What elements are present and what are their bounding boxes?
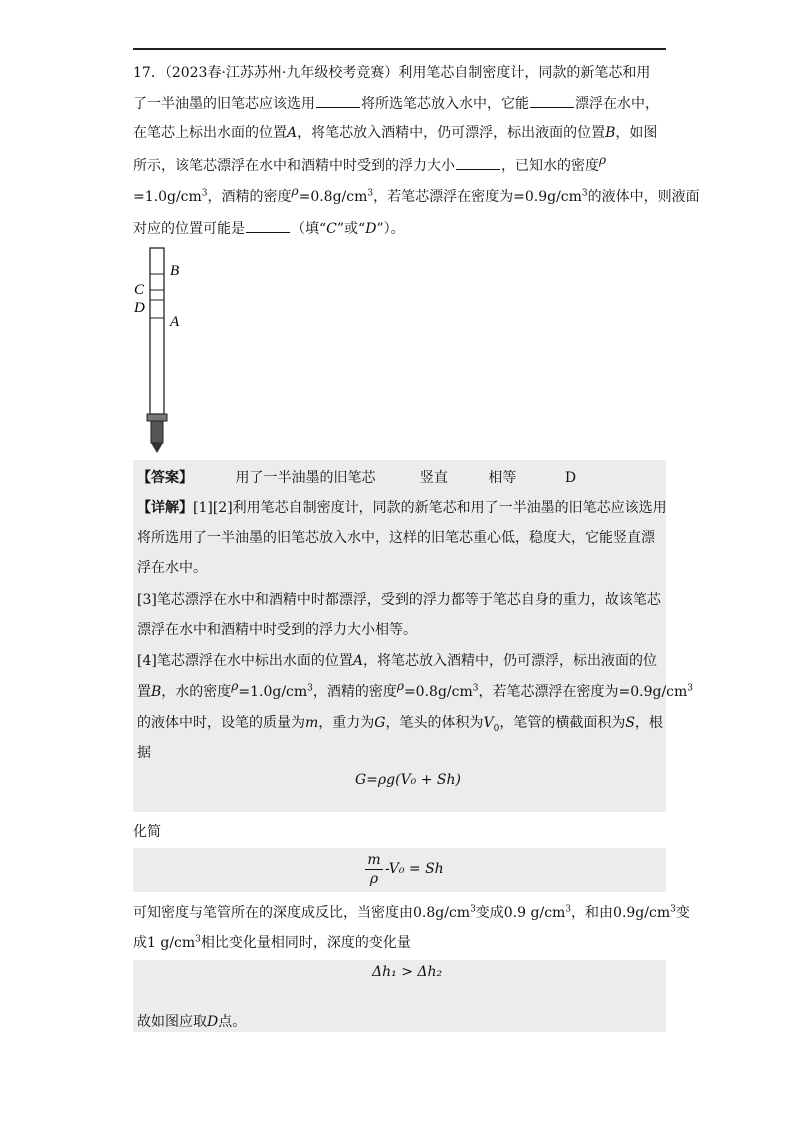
question-line-2: 了一半油墨的旧笔芯应该选用 将所选笔芯放入水中，它能 漂浮在水中， [133, 93, 668, 114]
equation-1: G=ρg(V₀ + Sh) [355, 772, 461, 788]
label-C: C [134, 282, 145, 298]
final-line: 故如图应取D点。 [137, 1014, 247, 1030]
blank-2 [530, 93, 574, 108]
pen-tip-holder [151, 421, 163, 443]
conclusion-line-1: 可知密度与笔管所在的深度成反比，当密度由$0.8g/cm^3$变成0.9 $g/cm^3$，和由$0.9g/cm^3$变 [133, 904, 690, 921]
question-line-4: 所示，该笔芯漂浮在水中和酒精中时受到的浮力大小 ，已知水的密度ρ [133, 153, 607, 174]
label-A: A [170, 314, 180, 330]
conclusion-line-2: 成1 $g/cm^3$相比变化量相同时，深度的变化量 [133, 934, 411, 951]
equation-2: -V₀ = Sh [385, 861, 444, 877]
detail-p3-l3: 的液体中时，设笔的质量为m，重力为G，笔头的体积为$V_0$，笔管的横截面积为S，根 [137, 715, 663, 734]
detail-p1-l1: 【详解】[1][2]利用笔芯自制密度计，同款的新笔芯和用了一半油墨的旧笔芯应该选用 [137, 500, 667, 516]
blank-4 [246, 218, 290, 233]
simplify-block [133, 848, 666, 892]
detail-p1-l3: 浮在水中。 [137, 560, 207, 576]
pen-tube [150, 248, 164, 414]
final-block [133, 960, 666, 1032]
question-line-6: 对应的位置可能是 （填“C”或“D”）。 [133, 218, 668, 239]
answer-row: 【答案】 用了一半油墨的旧笔芯 竖直 相等 D [137, 470, 577, 486]
question-line-5: $=1.0g/cm^3$，酒精的密度$\rho=0.8g/cm^3$，若笔芯漂浮在密度为$=0.9g/cm^3$的液体中，则液面 [133, 184, 700, 205]
top-rule [133, 48, 666, 50]
blank-3 [456, 155, 500, 170]
blank-1 [316, 93, 360, 108]
solution-block [133, 460, 694, 812]
detail-p3-l4: 据 [137, 745, 151, 761]
detail-p2-l1: [3]笔芯漂浮在水中和酒精中时都漂浮，受到的浮力都等于笔芯自身的重力，故该笔芯 [137, 592, 661, 608]
label-D: D [134, 300, 145, 316]
question-line-1: 17．（2023春·江苏苏州·九年级校考竞赛）利用笔芯自制密度计，同款的新笔芯和用 [133, 65, 651, 81]
simplify-label: 化简 [133, 824, 161, 840]
detail-p3-l2: 置B，水的密度$\rho=1.0g/cm^3$，酒精的密度$\rho=0.8g/cm^3$，若笔芯漂浮在密度为$=0.9g/cm^3$ [137, 679, 694, 700]
fraction: m ρ [365, 851, 383, 888]
densimeter-figure [130, 240, 210, 455]
pen-tip [151, 443, 163, 453]
detail-p2-l2: 漂浮在水中和酒精中时受到的浮力大小相等。 [137, 622, 417, 638]
equation-3: Δh₁ > Δh₂ [372, 964, 443, 980]
pen-collar [147, 414, 167, 421]
question-line-3: 在笔芯上标出水面的位置A，将笔芯放入酒精中，仍可漂浮，标出液面的位置B，如图 [133, 125, 658, 141]
detail-p1-l2: 将所选用了一半油墨的旧笔芯放入水中，这样的旧笔芯重心低，稳度大，它能竖直漂 [137, 530, 655, 546]
detail-p3-l1: [4]笔芯漂浮在水中标出水面的位置A，将笔芯放入酒精中，仍可漂浮，标出液面的位 [137, 653, 657, 669]
label-B: B [170, 263, 180, 279]
